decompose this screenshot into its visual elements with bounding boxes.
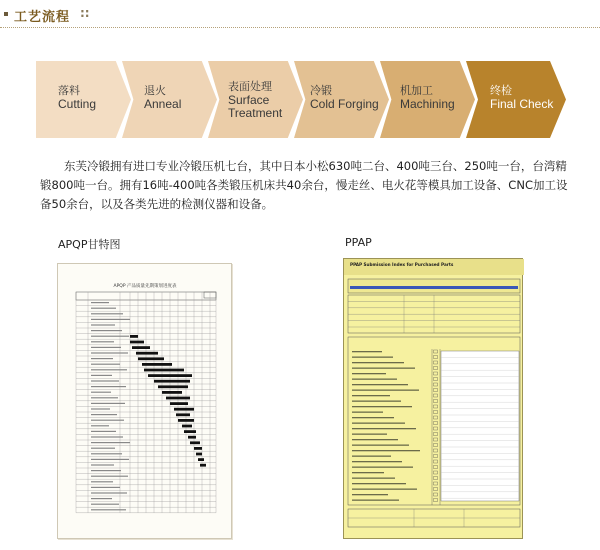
apqp-task-label: [91, 408, 110, 409]
ppap-checkbox: [434, 482, 438, 485]
ppap-checkbox: [434, 433, 438, 436]
apqp-task-label: [91, 386, 126, 387]
apqp-caption: APQP甘特图: [58, 238, 121, 251]
step-cn-label: 退火: [144, 85, 166, 97]
ppap-checkbox: [434, 361, 438, 364]
step-cn-label: 终检: [490, 85, 512, 97]
apqp-task-label: [91, 470, 121, 471]
apqp-task-label: [91, 442, 130, 443]
apqp-task-label: [91, 459, 129, 460]
process-step-machining: [380, 61, 475, 138]
apqp-gantt-bar: [142, 363, 172, 366]
apqp-task-label: [91, 352, 128, 353]
company-description: 东芙冷锻拥有进口专业冷锻压机七台，其中日本小松630吨二台、400吨三台、250吨一台，台湾精锻800吨一台。拥有16吨-400吨各类锻压机床共40余台，慢走丝、电火花等模具加工设备、CNC加工设备50余台，以及各类先进的检测仪器和设备。: [40, 159, 568, 211]
apqp-gantt-bar: [170, 402, 188, 405]
ppap-checkbox: [434, 449, 438, 452]
ppap-checklist-item: [352, 439, 398, 440]
process-step-cold-forging: [294, 61, 389, 138]
ppap-checklist-item: [352, 450, 420, 451]
apqp-task-label: [91, 330, 122, 331]
ppap-checklist-item: [352, 423, 405, 424]
apqp-task-label: [91, 313, 123, 314]
header-bullet-icon: [4, 12, 8, 16]
ppap-checkbox: [434, 466, 438, 469]
apqp-doc-title: APQP 产品质量先期策划进度表: [113, 284, 177, 289]
ppap-checkbox: [434, 389, 438, 392]
ppap-checklist-item: [352, 379, 397, 380]
step-en-label: Final Check: [490, 97, 554, 111]
apqp-task-label: [91, 364, 120, 365]
apqp-gantt-bar: [188, 436, 196, 439]
apqp-task-label: [91, 431, 116, 432]
process-step-cutting: [36, 61, 131, 138]
ppap-caption: PPAP: [345, 236, 372, 249]
apqp-task-label: [91, 425, 109, 426]
apqp-gantt-bar: [182, 425, 192, 428]
ppap-checklist-item: [352, 373, 386, 374]
ppap-checkbox: [434, 460, 438, 463]
ppap-checkbox: [434, 438, 438, 441]
ppap-checklist-item: [352, 467, 413, 468]
apqp-task-label: [91, 403, 125, 404]
ppap-checklist-item: [352, 434, 387, 435]
apqp-gantt-bar: [158, 385, 188, 388]
ppap-checkbox: [434, 367, 438, 370]
apqp-task-label: [91, 448, 115, 449]
apqp-task-label: [91, 341, 114, 342]
apqp-gantt-bar: [178, 419, 194, 422]
ppap-checkbox: [434, 411, 438, 414]
ppap-checkbox: [434, 488, 438, 491]
ppap-checkbox: [434, 493, 438, 496]
ppap-checkbox: [434, 383, 438, 386]
apqp-task-label: [91, 481, 113, 482]
apqp-gantt-bar: [194, 447, 202, 450]
apqp-gantt-bar: [162, 391, 182, 394]
ppap-checklist-item: [352, 445, 409, 446]
apqp-task-label: [91, 504, 119, 505]
step-en-label: Surface Treatment: [228, 93, 283, 120]
ppap-checkbox: [434, 394, 438, 397]
step-en-label: Cutting: [58, 97, 97, 111]
apqp-gantt-image: [57, 263, 232, 539]
ppap-checklist-item: [352, 351, 382, 352]
ppap-checklist-item: [352, 417, 394, 418]
process-step-surface-treatment: [208, 61, 303, 138]
process-step-final-check: [466, 61, 566, 138]
apqp-gantt-bar: [166, 397, 190, 400]
ppap-checkbox: [434, 400, 438, 403]
ppap-checklist-item: [352, 390, 419, 391]
ppap-checkbox: [434, 444, 438, 447]
ppap-form-drawing: [344, 259, 524, 540]
apqp-task-label: [91, 498, 112, 499]
ppap-checklist-item: [352, 472, 384, 473]
ppap-checklist-item: [352, 401, 401, 402]
apqp-gantt-bar: [154, 380, 190, 383]
apqp-task-label: [91, 476, 128, 477]
apqp-task-label: [91, 380, 119, 381]
ppap-checkbox: [434, 471, 438, 474]
ppap-checkbox: [434, 455, 438, 458]
apqp-task-label: [91, 492, 127, 493]
apqp-gantt-bar: [144, 369, 184, 372]
apqp-task-label: [91, 308, 116, 309]
process-step-anneal: [122, 61, 217, 138]
process-flow: [36, 61, 576, 138]
apqp-table-grid: [76, 292, 216, 513]
ppap-checkbox: [434, 422, 438, 425]
step-cn-label: 落料: [58, 85, 80, 97]
ppap-checkbox: [434, 427, 438, 430]
apqp-task-label: [91, 464, 114, 465]
ppap-checklist-item: [352, 483, 406, 484]
apqp-task-label: [91, 453, 122, 454]
ppap-doc-title: PPAP Submission Index for Purchased Parts: [350, 262, 454, 267]
apqp-gantt-bar: [130, 341, 144, 344]
ppap-checklist-item: [352, 412, 383, 413]
header-divider: [0, 27, 600, 28]
apqp-gantt-bar: [196, 453, 202, 456]
apqp-task-label: [91, 336, 129, 337]
apqp-task-label: [91, 420, 124, 421]
step-en-label: Machining: [400, 97, 455, 111]
step-en-label: Anneal: [144, 97, 182, 111]
apqp-gantt-bar: [198, 458, 204, 461]
apqp-task-label: [91, 509, 126, 510]
step-cn-label: 表面处理: [228, 81, 272, 93]
apqp-gantt-bar: [176, 413, 190, 416]
section-header: [0, 0, 600, 30]
ppap-checklist-item: [352, 384, 408, 385]
ppap-comments-box: [441, 351, 519, 501]
apqp-gantt-bar: [132, 346, 150, 349]
apqp-task-label: [91, 358, 113, 359]
ppap-checkbox: [434, 356, 438, 359]
ppap-checkbox: [434, 416, 438, 419]
apqp-gantt-bar: [190, 441, 200, 444]
apqp-gantt-bar: [148, 374, 192, 377]
ppap-checklist-item: [352, 357, 393, 358]
ppap-checklist-item: [352, 428, 416, 429]
ppap-checklist-item: [352, 395, 390, 396]
ppap-checklist-item: [352, 494, 388, 495]
ppap-checkbox: [434, 405, 438, 408]
ppap-form-lines: [348, 279, 520, 527]
apqp-gantt-bar: [138, 357, 164, 360]
apqp-gantt-drawing: [58, 264, 233, 540]
ppap-checkbox: [434, 378, 438, 381]
apqp-task-label: [91, 319, 130, 320]
apqp-task-label: [91, 324, 115, 325]
ppap-form-image: [343, 258, 523, 539]
step-en-label: Cold Forging: [310, 97, 379, 111]
section-title: 工艺流程: [14, 10, 71, 25]
apqp-task-label: [91, 397, 118, 398]
apqp-task-label: [91, 414, 117, 415]
apqp-task-label: [91, 487, 120, 488]
apqp-gantt-bar: [130, 335, 138, 338]
apqp-task-label: [91, 392, 111, 393]
ppap-highlight-bar: [350, 286, 518, 289]
ppap-checklist-item: [352, 456, 391, 457]
ppap-checklist-item: [352, 478, 395, 479]
apqp-gantt-bar: [184, 430, 196, 433]
ppap-checklist-item: [352, 368, 415, 369]
apqp-gantt-bar: [136, 352, 158, 355]
apqp-task-label: [91, 436, 123, 437]
ppap-checkbox: [434, 372, 438, 375]
ppap-checklist-item: [352, 362, 404, 363]
ppap-checkbox: [434, 350, 438, 353]
apqp-task-label: [91, 375, 112, 376]
ppap-checkbox: [434, 477, 438, 480]
header-decor: ::: [80, 6, 90, 20]
step-cn-label: 冷锻: [310, 85, 332, 97]
ppap-checklist-item: [352, 500, 399, 501]
apqp-gantt-bar: [200, 464, 206, 467]
ppap-checklist-item: [352, 489, 417, 490]
ppap-checklist-item: [352, 406, 412, 407]
apqp-gantt-bar: [174, 408, 194, 411]
ppap-checkbox: [434, 499, 438, 502]
apqp-task-label: [91, 369, 127, 370]
ppap-checklist-item: [352, 461, 402, 462]
step-cn-label: 机加工: [400, 85, 433, 97]
apqp-task-label: [91, 347, 121, 348]
apqp-task-label: [91, 302, 109, 303]
